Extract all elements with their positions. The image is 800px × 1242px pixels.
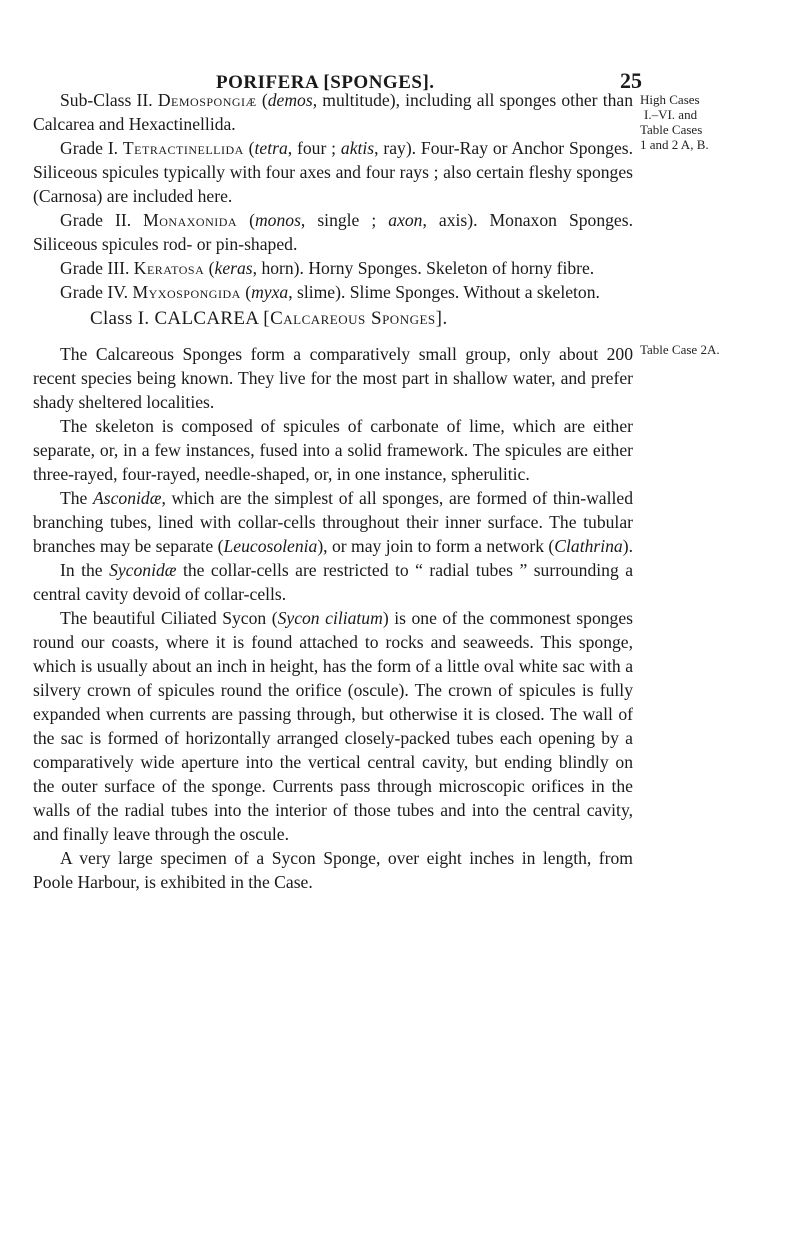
text-run: ), or may join to form a network ( (317, 536, 555, 556)
calcarea-paragraph: The Calcareous Sponges form a comparatively small group, only about 200 recent species being known. They live for the most part in shallow water, and prefer shady sheltered localities. (33, 344, 633, 412)
etymology-word: keras (214, 258, 253, 278)
taxon-name: Myxospongida (132, 282, 241, 302)
text-run: ( (240, 282, 252, 302)
taxon-name: Keratosa (133, 258, 205, 278)
text-run: Grade IV. (60, 282, 133, 302)
etymology-word: myxa (251, 282, 289, 302)
etymology-word: demos (267, 90, 313, 110)
margin-note-line: High Cases (640, 92, 700, 107)
text-run: ( (237, 210, 255, 230)
calcarea-paragraph (33, 558, 633, 606)
text-run: , horn). Horny Sponges. Skeleton of horny fibre. (252, 258, 595, 278)
class-title: Class I. CALCAREA (90, 308, 264, 329)
class-heading (90, 308, 690, 330)
taxon-name: Demospongiæ (157, 90, 257, 110)
margin-note-line: 1 and 2 A, B. (640, 137, 709, 152)
text-run: the collar-cells are restricted to “ radial tubes ” surrounding a central cavity devoid of collar-cells. (33, 560, 634, 604)
calcarea-paragraph (33, 486, 633, 558)
margin-note-line: Table Cases (640, 122, 703, 137)
etymology-word: tetra (254, 138, 288, 158)
running-head: PORIFERA [SPONGES]. (216, 72, 435, 93)
margin-note-table-case: Table Case 2A. (640, 342, 720, 357)
margin-note-line: I.–VI. and (644, 107, 698, 122)
text-run: , axis). Monaxon Sponges. Siliceous spicules rod- or pin-shaped. (33, 210, 633, 254)
text-run: , multitude), including all sponges other than Calcarea and Hexactinellida. (33, 90, 633, 134)
etymology-word: aktis (340, 138, 375, 158)
calcarea-paragraph: A very large specimen of a Sycon Sponge, over eight inches in length, from Poole Harbour, is exhibited in the Case. (33, 848, 633, 892)
grade-1-paragraph (33, 136, 633, 208)
text-run: ( (243, 138, 255, 158)
etymology-word: axon (388, 210, 423, 230)
subclass-section (33, 88, 633, 304)
text-run: Sub-Class II. (60, 90, 158, 110)
text-run: , four ; (287, 138, 341, 158)
text-run: , slime). Slime Sponges. Without a skeleton. (288, 282, 600, 302)
calcarea-paragraph: The skeleton is composed of spicules of carbonate of lime, which are either separate, or, in a few instances, fused into a solid framework. The spicules are either three-rayed, four-rayed, needle-shaped, or, in one instance, spherulitic. (33, 416, 633, 484)
text-run: ( (256, 90, 268, 110)
text-run: The (60, 488, 94, 508)
class-common-name: [Calcareous Sponges]. (263, 308, 448, 329)
etymology-word: monos (254, 210, 301, 230)
calcarea-section (33, 342, 633, 894)
taxon-italic: Asconidæ (93, 488, 162, 508)
grade-3-paragraph (33, 256, 633, 280)
grade-2-paragraph (33, 208, 633, 256)
taxon-name: Tetractinellida (122, 138, 244, 158)
text-run: , which are the simplest of all sponges, are formed of thin-walled branching tubes, lined with collar-cells throughout their inner surface. The tubular branches may be separate ( (33, 488, 633, 556)
subclass-paragraph (33, 88, 633, 136)
taxon-italic: Clathrina (554, 536, 623, 556)
text-run: , ray). Four-Ray or Anchor Sponges. Siliceous spicules typically with four axes and four rays ; also certain fleshy sponges (Carnosa) are included here. (33, 138, 633, 206)
text-run: Grade I. (60, 138, 123, 158)
text-run: The beautiful Ciliated Sycon ( (60, 608, 278, 628)
text-run: Grade II. (60, 210, 144, 230)
text-run: , single ; (300, 210, 389, 230)
text-run: ) is one of the commonest sponges round our coasts, where it is found attached to rocks and seaweeds. This sponge, which is usually about an inch in height, has the form of a little oval white sac with a silvery crown of spicules round the orifice (oscule). The crown of spicules is fully expanded when currents are passing through, but otherwise it is closed. The wall of the sac is formed of horizontally arranged closely-packed tubes each opening by a comparatively wide aperture into the vertical central cavity, but ending blindly on the outer surface of the sponge. Currents pass through microscopic orifices in the walls of the radial tubes into the interior of those tubes and into the central cavity, and finally leave through the oscule. (33, 608, 633, 844)
taxon-italic: Sycon ciliatum (277, 608, 383, 628)
margin-note-high-cases (640, 92, 800, 152)
grade-4-paragraph (33, 280, 633, 304)
text-run: ( (204, 258, 215, 278)
calcarea-paragraph (33, 606, 633, 846)
taxon-italic: Leucosolenia (223, 536, 318, 556)
text-run: Grade III. (60, 258, 134, 278)
taxon-name: Monaxonida (143, 210, 238, 230)
text-run: ). (622, 536, 633, 556)
text-run: In the (60, 560, 110, 580)
page-number: 25 (620, 68, 642, 93)
taxon-italic: Syconidæ (109, 560, 177, 580)
